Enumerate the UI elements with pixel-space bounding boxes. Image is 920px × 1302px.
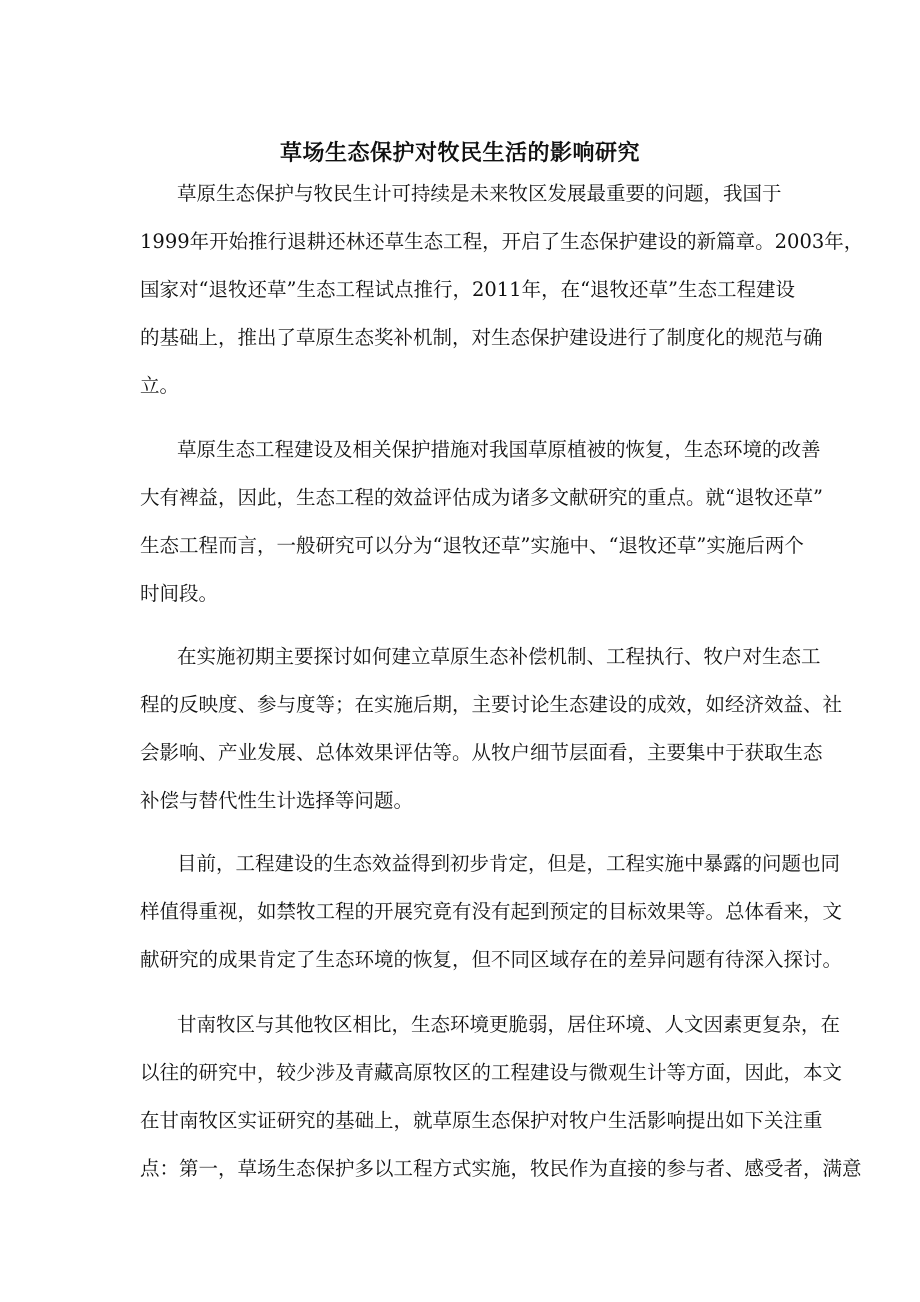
- text-line: 会影响、产业发展、总体效果评估等。从牧户细节层面看，主要集中于获取生态: [140, 741, 823, 764]
- text-line: 点：第一，草场生态保护多以工程方式实施，牧民作为直接的参与者、感受者，满意: [140, 1157, 862, 1180]
- text-line: 1999年开始推行退耕还林还草生态工程，开启了生态保护建设的新篇章。2003年，: [140, 230, 864, 253]
- text-line: 草原生态工程建设及相关保护措施对我国草原植被的恢复，生态环境的改善: [177, 438, 821, 461]
- text-line: 程的反映度、参与度等；在实施后期，主要讨论生态建设的成效，如经济效益、社: [140, 693, 843, 716]
- text-line: 生态工程而言，一般研究可以分为“退牧还草”实施中、“退牧还草”实施后两个: [140, 534, 804, 557]
- paragraph: [140, 633, 843, 825]
- paragraph: [140, 426, 823, 618]
- text-line: 在实施初期主要探讨如何建立草原生态补偿机制、工程执行、牧户对生态工: [177, 645, 821, 668]
- paragraph: [140, 1001, 862, 1193]
- text-line: 立。: [140, 374, 180, 397]
- text-line: 以往的研究中，较少涉及青藏高原牧区的工程建设与微观生计等方面，因此，本文: [140, 1061, 843, 1084]
- text-line: 时间段。: [140, 582, 219, 605]
- text-line: 大有裨益，因此，生态工程的效益评估成为诸多文献研究的重点。就“退牧还草”: [140, 486, 823, 509]
- document-title: 草场生态保护对牧民生活的影响研究: [279, 139, 640, 166]
- text-line: 目前，工程建设的生态效益得到初步肯定，但是，工程实施中暴露的问题也同: [177, 852, 841, 875]
- text-line: 的基础上，推出了草原生态奖补机制，对生态保护建设进行了制度化的规范与确: [140, 326, 823, 349]
- paragraph: [140, 170, 864, 410]
- text-line: 补偿与替代性生计选择等问题。: [140, 789, 414, 812]
- text-line: 献研究的成果肯定了生态环境的恢复，但不同区域存在的差异问题有待深入探讨。: [140, 948, 843, 971]
- text-line: 在甘南牧区实证研究的基础上，就草原生态保护对牧户生活影响提出如下关注重: [140, 1109, 823, 1132]
- text-line: 样值得重视，如禁牧工程的开展究竟有没有起到预定的目标效果等。总体看来，文: [140, 900, 843, 923]
- text-line: 国家对“退牧还草”生态工程试点推行，2011年，在“退牧还草”生态工程建设: [140, 278, 796, 301]
- paragraph: [140, 840, 843, 984]
- text-line: 甘南牧区与其他牧区相比，生态环境更脆弱，居住环境、人文因素更复杂，在: [177, 1013, 841, 1036]
- text-line: 草原生态保护与牧民生计可持续是未来牧区发展最重要的问题，我国于: [177, 182, 782, 205]
